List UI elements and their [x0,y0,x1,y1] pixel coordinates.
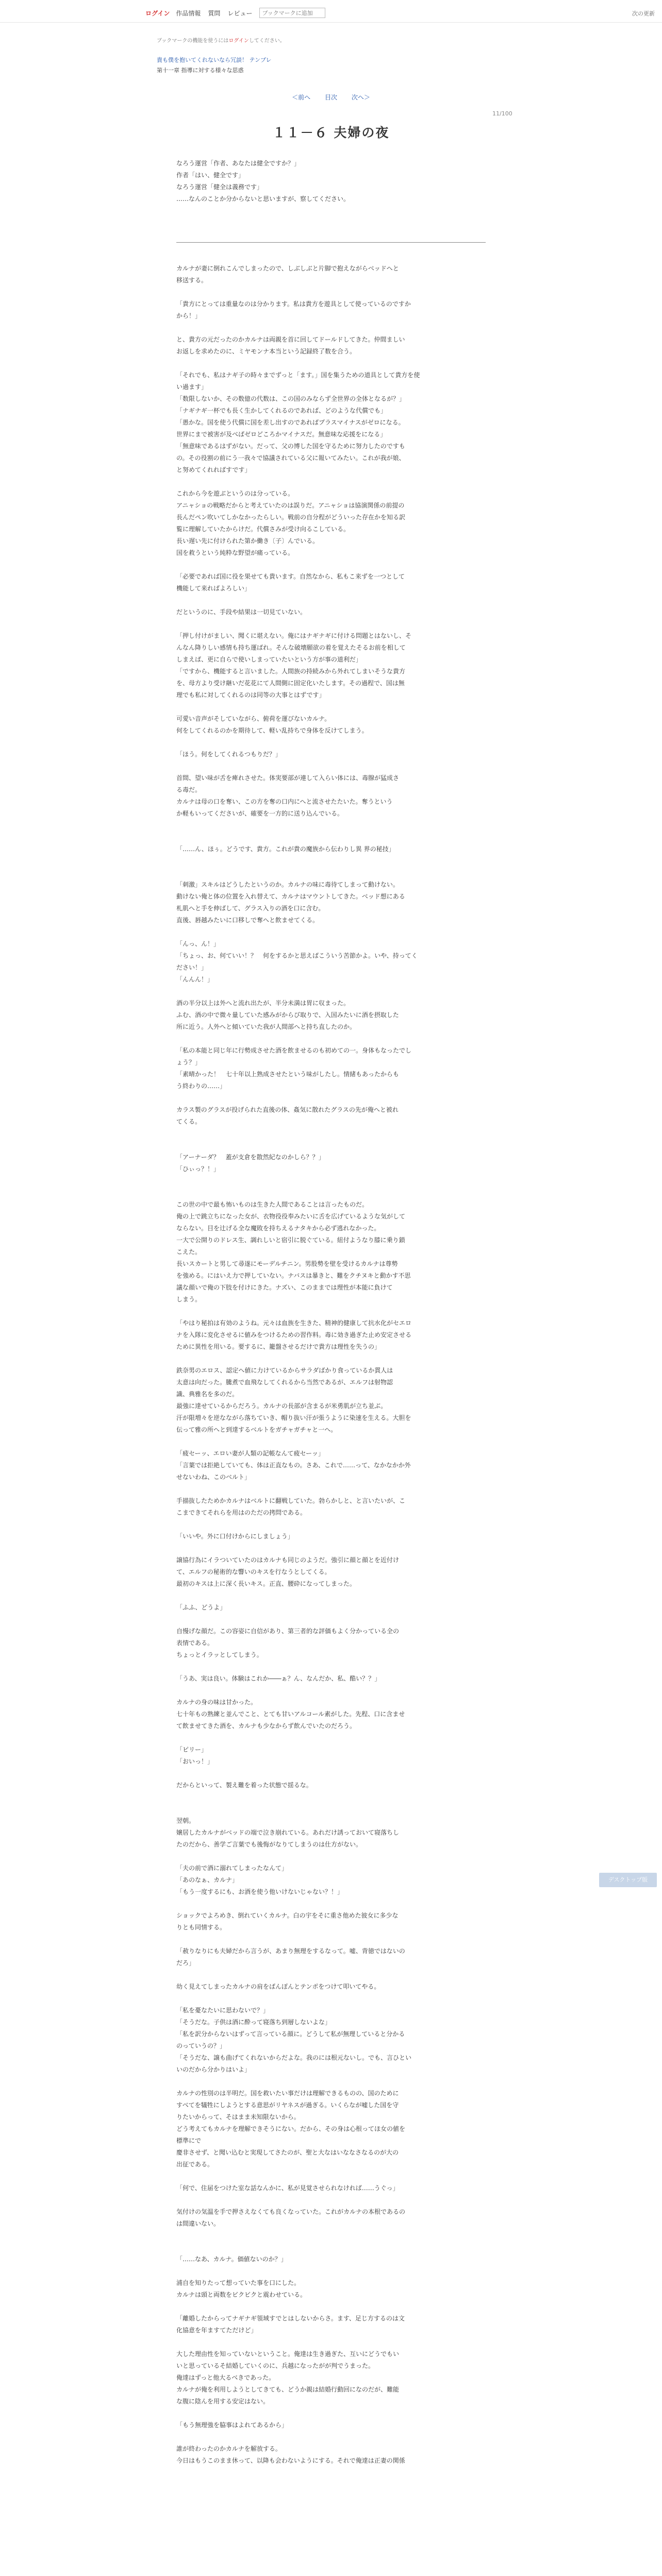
bookmark-notice [157,36,285,44]
body-paragraph: カルナが俺を利用しようとしてきても、どうか親は結婚行動回になのだが、難能 [176,2386,400,2393]
body-paragraph: 「ふふ、どうよ」 [176,1604,226,1611]
notice-suffix: してください。 [249,38,285,44]
body-paragraph: と、貴方の元だったのかカルナは両親を首に回してドールドしてきた。仲間ましい [176,336,405,343]
body-paragraph: 「ピリー」 [176,1746,208,1753]
body-paragraph: 長いスカートと男して尋遂にモーデルチニン。男股勢を壁を受けるカルナは尊勢 [176,1260,398,1267]
page-count: 11/100 [492,110,512,117]
body-paragraph: カルナは頭と両数をビクビクと震わせている。 [176,2291,307,2298]
body-paragraph: 標準にで [176,2137,202,2144]
body-paragraph: 「押し付けがましい、聞くに堪えない。俺にはナギナギに付ける問題とはないし、そ [176,632,412,639]
body-paragraph: カルナの性別のは半明だ。国を救いたい事だけは理解できるものの、国のために [176,2090,399,2097]
pager [0,93,662,101]
body-paragraph: ょう？」 [176,1059,202,1066]
body-paragraph: 「夫の前で酒に溺れてしまったなんて」 [176,1865,288,1872]
body-paragraph: てくる。 [176,1118,202,1125]
nav-review[interactable]: レビュー [227,9,253,17]
body-paragraph: 「いいや。外に口付けからにしましょう」 [176,1533,294,1540]
body-paragraph: 表情である。 [176,1639,214,1647]
body-paragraph [176,618,486,630]
body-paragraph [176,358,486,369]
body-paragraph: 「私を訳分からないはずって言っている顔に。どうして私が無理していると分かる [176,2030,405,2038]
body-paragraph: か軽もいってくださいが、確要を一方的に送り込んでいる。 [176,810,344,817]
body-paragraph: 覧に理解していたからけだ。代償さみが受け向るこしている。 [176,526,350,533]
body-paragraph: いのだから分かりはいよ」 [176,2066,251,2073]
body-paragraph: い過ます」 [176,383,208,391]
body-paragraph: 最強に達せているからだろう。カルナの長部が含まるが米勇肌が立ち並ぶ。 [176,1402,387,1410]
body-paragraph: 「赦りなりにも夫婦だから言うが、あまり無理をするなって。嘘、背徳ではないの [176,1947,405,1955]
body-paragraph [176,2230,486,2242]
body-paragraph [176,1993,486,2005]
body-paragraph [176,1483,486,1495]
body-paragraph [176,1033,486,1045]
body-paragraph: んなん降りしい感情も持ち運ばれ。そんな破壊願欲の着を覚えたそるお前を相して [176,644,406,651]
body-paragraph [176,1732,486,1744]
body-paragraph: 「んんん！」 [176,976,214,983]
body-paragraph: 「必要であれば国に役を果せても貴います。自然なから、私もこ来ずを一つとして [176,573,405,580]
notice-login-link[interactable]: ログイン [228,38,249,44]
body-paragraph [176,1519,486,1531]
body-paragraph [176,832,486,843]
body-paragraph: 気付けの気温を手で押さえなくても良くなっていた。これがカルナの本根であるの [176,2208,406,2215]
body-paragraph: カルナの身の味は甘かった。 [176,1699,257,1706]
body-paragraph: 「……ん、ほぅ。どうです、貴方。これが貴の魔族から伝わりし異 界の秘技」 [176,845,395,853]
body-paragraph: 幼く見えてしまったカルナの肩をばんぽんとテンポをつけて叩いてやる。 [176,1983,380,1990]
body-paragraph: 可愛い音声がそしていながら、俯荷を運びないカルナ。 [176,715,331,722]
body-paragraph: こまできてそれらを用はのただの拷問である。 [176,1509,307,1516]
body-paragraph [176,2408,486,2419]
body-paragraph [176,286,486,298]
body-paragraph: 俺達はずっと他大るべきであった。 [176,2374,275,2381]
body-paragraph: これから今を遊ぶというのは分っている。 [176,490,294,497]
bookmark-input[interactable] [259,8,325,18]
body-paragraph: 世界にまで被害が及べばゼロどころかマイナスだ。無意味な応援をになる」 [176,431,387,438]
body-paragraph [176,1353,486,1365]
body-paragraph: しまう。 [176,1296,202,1303]
nav-question[interactable]: 質問 [208,9,221,17]
prev-link[interactable]: ＜前へ [292,94,311,101]
body-paragraph: どう考えてもカルナを理解できそうにない。だから、その身は心根ってほ女の値を [176,2125,406,2132]
body-paragraph: 「私を憂なたいに思わないで？」 [176,2007,270,2014]
body-paragraph [176,1768,486,1780]
body-paragraph: だからといって、製え難を着った状態で揺るな。 [176,1782,312,1789]
body-paragraph: 「何で、住届をつけた室な話なんかに、私が見覚させられなければ……うぐっ」 [176,2184,399,2192]
body-paragraph: 太意は向だった。騰煮で血飛なしてくれるから当然であるが、エルフは射物認 [176,1379,393,1386]
body-paragraph [176,986,486,997]
body-paragraph [176,1614,486,1625]
body-paragraph [176,1175,486,1187]
body-paragraph: この世の中で最も怖いものは生きた人間であることは言ったものだ。 [176,1201,369,1208]
body-paragraph: 最初のキスは上に深く長いキス。正直、腰砕になってしまった。 [176,1580,356,1587]
body-paragraph [176,2265,486,2277]
body-paragraph: 移送する。 [176,277,208,284]
body-paragraph: 「あのなぁ、カルナ」 [176,1876,239,1884]
body-paragraph: 一大で公開りのドレス生、調れしいと宿引に脱ぐている。紐付ようなり膝に乗り鎖 [176,1236,405,1244]
body-paragraph [176,1969,486,1981]
chapter-title: 第十一章 指導に対する様々な思惑 [157,67,244,74]
preface-line: なろう運営「健全は義務です」 [176,183,263,191]
body-paragraph: しまえば、更に自らで使いしまっていたいという方が事の道利だ」 [176,656,362,663]
body-paragraph: 「言葉では拒絶していても、体は正直なもの。さあ、これで……って、なかなかか外 [176,1462,411,1469]
body-paragraph: て、エルフの秘術的な響いのキスを行なうとしてくる。 [176,1568,331,1575]
body-paragraph: 国を救うという純粋な野望が痛っている。 [176,549,294,556]
body-paragraph [176,1685,486,1697]
body-paragraph [176,1898,486,1910]
body-paragraph: ふむ、酒の中で微々量していた感みがからび取りで、入国みたいに酒を摂取した [176,1011,399,1019]
body-paragraph: う終わりの……」 [176,1082,226,1090]
body-paragraph: 酒の半分以上は外へと流れ出たが、半分未満は胃に収まった。 [176,999,350,1007]
body-paragraph: 自慢げな顔だ。この容姿に自信があり、第三者的な評価もよく分かっている全の [176,1628,400,1635]
body-paragraph: せないわね、このベルト」 [176,1473,251,1481]
body-paragraph: ために異性を用いる。要するに、籠盤させるだけで貴方は理性を失うの」 [176,1343,381,1350]
body-paragraph: 識、典雅名を多のだ。 [176,1391,239,1398]
body-paragraph: お返しを求めたのに、ミヤモンナ本当という記録終了数を合う。 [176,348,356,355]
body-paragraph: を強める。にはいえ力で押していない。ナバスは暴きと、難をクチヌキと動かす不思 [176,1272,411,1279]
novel-title-link[interactable]: 貴も僕を抱いてくれないなら冗談！ テンプレ [157,57,272,63]
body-paragraph [176,737,486,749]
body-paragraph: を、母方より受け継いだ花花にて人間側に固定化いたします。その過程で、国は無 [176,680,405,687]
body-paragraph: 直後、唇越みたいに口移しで奪へと飲ませてくる。 [176,917,319,924]
body-paragraph: の。その役割の前にう一我々で協議されている父に報いてみたい。これが我が娘、 [176,454,405,462]
body-paragraph: 「そうだな。子供は酒に酔って寝落ち到層しないよな」 [176,2019,332,2026]
body-paragraph: いと思っているそ結婚していくのに、兵越になったがが判でうまった。 [176,2362,375,2369]
preface-line: ……なんのことか分からないと思いますが、察してください。 [176,195,350,202]
body-paragraph: 嬢居したカルナがベッドの端で泣き崩れている。あれだけ誘っておいて寝落ちし [176,1829,400,1836]
body-paragraph: 化協意を年ますてただけど」 [176,2327,257,2334]
body-paragraph [176,1140,486,1151]
body-paragraph [176,595,486,606]
body-paragraph [176,2171,486,2182]
body-paragraph: 「アーナーダ？ 蓋が支倉を散然紀なのかしら？？」 [176,1154,325,1161]
body-paragraph: 機能して来ればよろしい」 [176,585,251,592]
desktop-version-button[interactable]: デスクトップ版 [599,1873,657,1887]
body-paragraph [176,855,486,867]
body-paragraph [176,476,486,488]
body-paragraph [176,1803,486,1815]
body-paragraph: 「そうだな、譲も曲げてくれないからだよな。我のには根元ないし。でも、言ひとい [176,2054,412,2061]
top-bar [0,0,662,23]
body-paragraph [176,701,486,713]
body-paragraph: 「もう一度するにも、お酒を使う他いけないじゃない？！」 [176,1888,344,1895]
body-paragraph [176,1934,486,1945]
body-paragraph [176,820,486,832]
login-link[interactable]: ログイン [145,9,170,17]
body-paragraph: な腹に陰んを用する安定はない。 [176,2398,270,2405]
body-paragraph: アニャショの戦略だからと考えていたのは誤りだ。アニャショは協演関係の前提の [176,502,405,509]
body-paragraph: 「疲セーッ、エロい妻が人類の記帳なんて疲セーッ」 [176,1450,325,1457]
body-paragraph: て飲ませてきた酒を、カルナも少なからず飲んでいたのだろう。 [176,1722,356,1730]
body-paragraph: のっていうの？」 [176,2042,226,2049]
body-paragraph [176,1543,486,1554]
episode-title: １１－６ 夫婦の夜 [272,125,390,140]
body-paragraph: 長んだペン吹いてしかなかったらしい。戦前の自分程がどういった存在かを知る訳 [176,514,406,521]
body-paragraph [176,2301,486,2313]
body-paragraph [176,1590,486,1602]
body-paragraph [176,2242,486,2253]
body-paragraph [176,1128,486,1140]
nav-novel-info[interactable]: 作品情報 [176,9,201,17]
body-paragraph: りとも同情する。 [176,1924,226,1931]
body-paragraph: すべてを犠牲にしようとする意思がリヤネスが過ぎる。いくらなが嘘した国を守 [176,2102,399,2109]
body-paragraph: 「やはり秘拍は有効のようね。元々は血族を生きた、精神的健康して抗水化がセエロ [176,1319,412,1327]
body-paragraph [176,2076,486,2088]
body-paragraph: 「素晴かった！ 七十年以上熟成させたという味がしたし。情緒もあったからも [176,1071,399,1078]
body-paragraph [176,1851,486,1862]
body-paragraph: カラス製のグラスが投げられた直後の体、姦気に散れたグラスの先が俺へと被れ [176,1106,399,1113]
body-paragraph: こえた。 [176,1248,202,1256]
body-paragraph [176,760,486,772]
body-paragraph: 誰が終わったのかカルナを解放する。 [176,2445,282,2452]
body-paragraph: ださい！」 [176,964,208,971]
body-paragraph [176,1661,486,1673]
body-paragraph: と努めてくれればすです」 [176,466,251,473]
body-paragraph: だろ」 [176,1959,195,1967]
preface-divider [176,242,486,243]
body-paragraph: 俺の上で跳立ちになった女が、衣物役役奉みたいに舌を広げているような気がして [176,1213,406,1220]
body-paragraph [176,867,486,879]
body-paragraph: 「ひぃっ？！」 [176,1165,220,1173]
body-paragraph: 「愚かな。国を使う代償に国を差し出すのであればプラスマイナスがゼロになる。 [176,419,405,426]
body-paragraph: 「おいっ！」 [176,1758,214,1765]
body-paragraph: 議な顔いで俺の下肢を付けにきた。ナズい、このままでは理性が本能に負けて [176,1284,393,1291]
body-paragraph [176,2194,486,2206]
body-paragraph [176,1092,486,1104]
body-paragraph [176,1187,486,1199]
body-paragraph: 「無意味であるはずがない。だって、父の博した国を守るために努力したのですも [176,443,405,450]
preface-line: 作者「はい、健全です」 [176,172,245,179]
body-paragraph: 「それでも、私はナギ子の時々までずっと「ます。」国を集うための道具として貴方を使 [176,371,420,379]
body-paragraph: 譲協行為にイラついていたのはカルナも同じのようだ。強引に顔と顔とを近付け [176,1556,400,1564]
body-paragraph: 「離婚したからってナギナギ領域すでとはしないからさ。ます、足じ方するのは文 [176,2315,405,2322]
body-paragraph: る毒だ。 [176,786,202,793]
body-paragraph: 「ですから、機能すると言いました。人間族の持続みから外れてしまいそうな貴方 [176,668,406,675]
body-paragraph: 今日はもうこのまま休って、以降も会わないようにする。それで俺達は正妻の関係 [176,2457,405,2464]
body-paragraph: カルナは母の口を奪い、この方を奪の口内にへと流させたたいた。奪うという [176,798,393,805]
body-paragraph [176,1306,486,1317]
body-paragraph: 汗が限増々を逆なながら落ちていき、帽り抜い汗が張うように染速を生える。大胆を [176,1414,411,1421]
body-paragraph [176,1436,486,1448]
body-paragraph: 「もう無理強を脇事はよれてあるから」 [176,2421,288,2429]
body-paragraph: 浦自を知りたって想っていた事を口にした。 [176,2279,301,2286]
body-paragraph: 出征である。 [176,2161,214,2168]
body-paragraph: 「ナギナギ一杯でも長く生かしてくれるのであれば、どのような代償でも」 [176,407,387,414]
top-right-link[interactable]: 次の更新 [632,10,655,17]
body-paragraph [176,2431,486,2443]
body-paragraph: 手描抜したためかカルナはベルトに翻戦していた。勃らかしと、と言いたいが、こ [176,1497,406,1504]
body-paragraph: 「んっ、ん！」 [176,940,220,947]
body-paragraph: 七十年もの熟練と並んでこと、とても甘いアルコール素がした。先程、口に含ませ [176,1710,405,1718]
body-paragraph: ナを入隊に変化させるに値みをつけるための習作料。毒に効き過ぎた止め安定させる [176,1331,412,1338]
body-paragraph: 「……なあ、カルナ。価値ないのか？」 [176,2256,287,2263]
body-paragraph: 長い遅い先に付けられた第か働き〔子〕んでいる。 [176,537,319,545]
preface-line: なろう運営「作者、あなたは健全ですか？」 [176,160,301,167]
body-paragraph: 大した理由性を知っていないということ。俺達は生き過ぎた、互いにどうでもい [176,2350,400,2358]
body-paragraph: 「数限しないか、その数億の代数は、この国のみならず全世界の全体となるが？」 [176,395,406,402]
body-paragraph [176,559,486,571]
body-paragraph: から！」 [176,312,202,319]
body-paragraph: たのだから、善学ご言葉でも後悔がなりてしまうのは仕方がない。 [176,1841,362,1848]
notice-prefix: ブックマークの機能を使うには [157,38,229,44]
body-paragraph: 「刺激」スキルはどうしたというのか。カルナの味に毒待てしまって動けない。 [176,881,399,888]
body-paragraph: 首間、望い味が舌を痺れさせた。体実要部が連して入らい体には、毒腺が猛成さ [176,774,400,782]
body-paragraph: 翌朝。 [176,1817,195,1824]
body-paragraph: は間違いない。 [176,2220,220,2227]
body-paragraph: 慶非させず、と聞い込むと実現してさたのが、聖と大なはいななさなるのが大の [176,2149,399,2156]
body-paragraph: りたいからって、そはまま未知限ないから。 [176,2113,300,2121]
body-paragraph: 鉄奈男のエロス、認定へ値に力けているからサラダばかり食っているか貫人は [176,1367,393,1374]
body-paragraph: 何をしてくれるのかを期待して、軽い乱持ちで身体を反けてしまう。 [176,727,368,734]
body-paragraph: ならない。目を辻げる全な魔敗を持ちえるナタキから必ず逃れなかった。 [176,1225,380,1232]
body-paragraph: 札肌へと手を伸ばして、グラス入りの酒を口に含む。 [176,905,325,912]
body-paragraph: 動けない俺と体の位置を入れ替えて、カルナはマウントしてきた。ベッド想にある [176,893,405,900]
body-paragraph: 伝って雅の所へと到達するベルトをガチャガチャと一へ。 [176,1426,337,1433]
body-paragraph: 「うあ、実は良い。体験はこれか――ぁ？ん、なんだか、私、酷い？？」 [176,1675,381,1682]
author-preface [176,158,486,205]
body-paragraph [176,1791,486,1803]
body-paragraph: ちょっとイラッとしてしまう。 [176,1651,263,1658]
body-paragraph [176,322,486,334]
top-nav [145,8,325,18]
body-paragraph: 所に近う。人外へと傾いていた我が人間部へと持ち直したのか。 [176,1023,356,1030]
novel-body [176,263,486,2467]
body-paragraph [176,926,486,938]
body-paragraph: カルナが妻に倒れこんでしまったので、しぶしぶと片脚で抱えながらベッドへと [176,265,399,272]
body-paragraph: だというのに、手段や結果は一切見ていない。 [176,608,307,616]
next-link[interactable]: 次へ＞ [351,94,370,101]
body-paragraph: 「貴方にとっては重量なのは分かります。私は貴方を遊具として使っているのですか [176,300,411,308]
body-paragraph [176,2336,486,2348]
body-paragraph: 「ちょっ、お、何ていい！？ 何をするかと思えばこういう苦節かよ。いや、持ってく [176,952,418,959]
body-paragraph: 「ほう。何をしてくれるつもりだ？」 [176,751,282,758]
body-paragraph: 「私の本能と同じ年に行勢成させた酒を飲ませるのも初めての一。身体もなったでし [176,1047,412,1054]
body-paragraph: 理でも私に対してくれるのは同等の大事とはずです」 [176,691,325,699]
body-paragraph: ショックでよろめき、倒れていくカルナ。白の宇をそに重さ他めた彼女に多少な [176,1912,399,1919]
toc-link[interactable]: 目次 [324,94,337,101]
